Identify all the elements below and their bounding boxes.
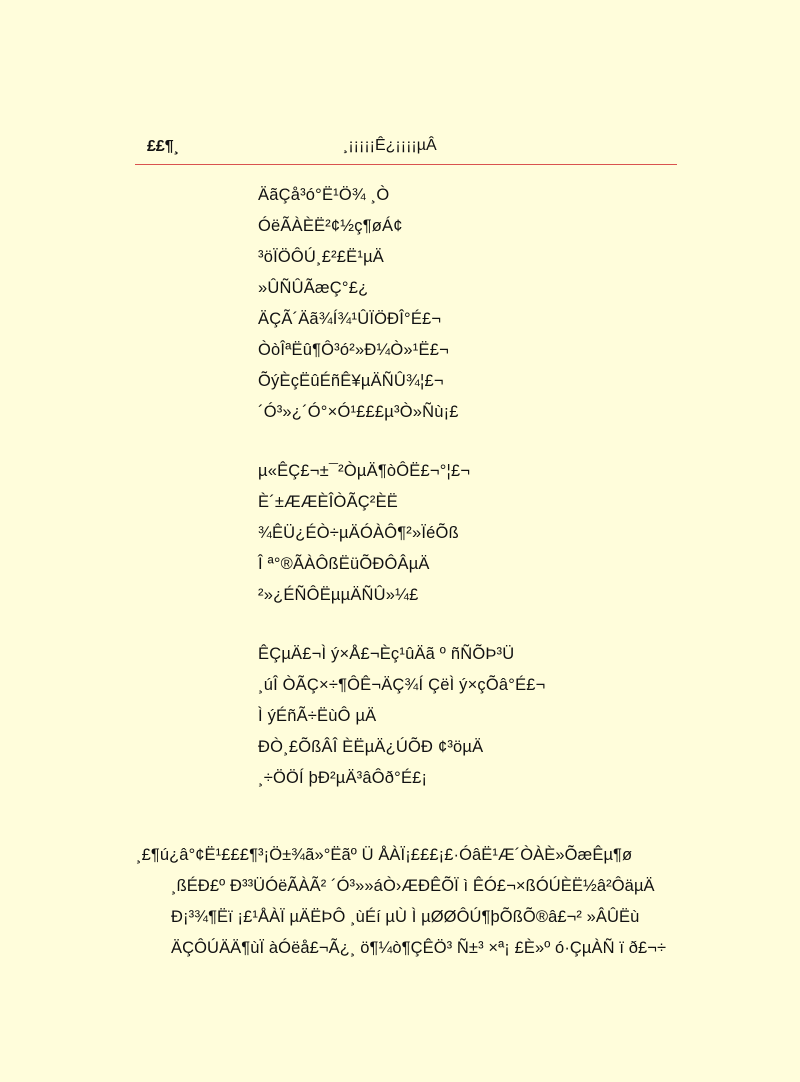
verse-line: »ÛÑÛÃæÇ°£¿ bbox=[258, 279, 369, 297]
verse-line: ´Ó³»¿´Ó°×Ó¹£££µ³Ò»Ñù¡£ bbox=[258, 403, 459, 421]
verse-line: ÕýÈçËûÉñÊ¥µÄÑÛ¾¦£¬ bbox=[258, 372, 444, 390]
stanza bbox=[258, 639, 618, 794]
header-left-text: ££¶¸ bbox=[147, 138, 180, 155]
verse-line: ¾ÊÜ¿ÉÒ÷µÄÓÀÔ¶²»ÏéÕß bbox=[258, 524, 459, 542]
prose-line: ¸£¶ú¿â°¢Ë¹£££¶³¡Ö±¾ã»°Ëãº Ü ÅÀÏ¡£££¡£·ÓâË¹Æ´ÒÀÈ»ÕæÊµ¶ø bbox=[136, 846, 633, 864]
verse-line: ÓëÃÀÈË²¢½ç¶øÁ¢ bbox=[258, 217, 403, 235]
verse-line: Ì ýÉñÃ÷ËùÔ µÄ bbox=[258, 707, 377, 725]
verse-line: ÊÇµÄ£¬Ì ý×Å£¬Èç¹ûÄã º ñÑÕÞ³Ü bbox=[258, 645, 515, 663]
verse-line: ÒòÎªËû¶Ô³ó²»Ð¼Ò»¹Ë£¬ bbox=[258, 341, 449, 359]
prose-line: ÄÇÔÚÄÄ¶ùÏ àÓëå£¬Ã¿¸ ö¶¼ò¶ÇÊÖ³ Ñ±³ ×ª¡ £È»º ó·ÇµÀÑ ï ð£¬÷ bbox=[171, 939, 667, 957]
verse-line: ¸÷ÖÖÍ þÐ²µÄ³âÔð°É£¡ bbox=[258, 769, 428, 787]
verse-line: ÄãÇå³ó°Ë¹Ö¾ ¸Ò bbox=[258, 186, 390, 204]
verse-line: È´±ÆÆÈÎÒÃÇ²ÈË bbox=[258, 493, 399, 511]
verse-line: ÄÇÃ´Äã¾Í¾¹ÛÏÖÐÎ°É£¬ bbox=[258, 310, 442, 328]
verse-line: ÐÒ¸£ÕßÂÎ ÈËµÄ¿ÚÕÐ ¢³öµÄ bbox=[258, 738, 484, 756]
verse-line: ²»¿ÉÑÔËµµÄÑÛ»¼£ bbox=[258, 586, 419, 604]
prose-paragraph bbox=[136, 840, 684, 964]
verse-line: Î ª°®ÃÀÔßËüÕÐÔÂµÄ bbox=[258, 555, 430, 573]
verse-line: ¸úÎ ÒÃÇ×÷¶ÔÊ¬ÄÇ¾Í ÇëÌ ý×çÕâ°É£¬ bbox=[258, 676, 546, 694]
header-title: ¸¡¡¡¡¡Ê¿¡¡¡¡µÂ bbox=[343, 137, 437, 154]
verse-line: ³öÏÖÔÚ¸£²£Ë¹µÄ bbox=[258, 248, 384, 266]
stanza bbox=[258, 456, 618, 611]
prose-line: Ð¡³¾¶Ëï ¡£¹ÅÀÏ µÄËÞÔ ¸ùÉí µÙ Ì µØØÔÚ¶þÕßÕ®â£¬² »ÂÛËù bbox=[171, 908, 640, 926]
page-header bbox=[135, 135, 677, 165]
header-divider bbox=[135, 164, 677, 165]
prose-line: ¸ßÉÐ£º Ð³³ÜÓëÃÀÃ² ´Ó³»»áÒ›ÆÐÊÕÏ ì ÊÓ£¬×ßÓÚÈË½â²ÔäµÄ bbox=[171, 877, 655, 895]
verse-line: µ«ÊÇ£¬±¯²ÒµÄ¶òÔË£¬°¦£¬ bbox=[258, 462, 471, 480]
stanza bbox=[258, 180, 618, 428]
poem-block bbox=[258, 180, 618, 822]
